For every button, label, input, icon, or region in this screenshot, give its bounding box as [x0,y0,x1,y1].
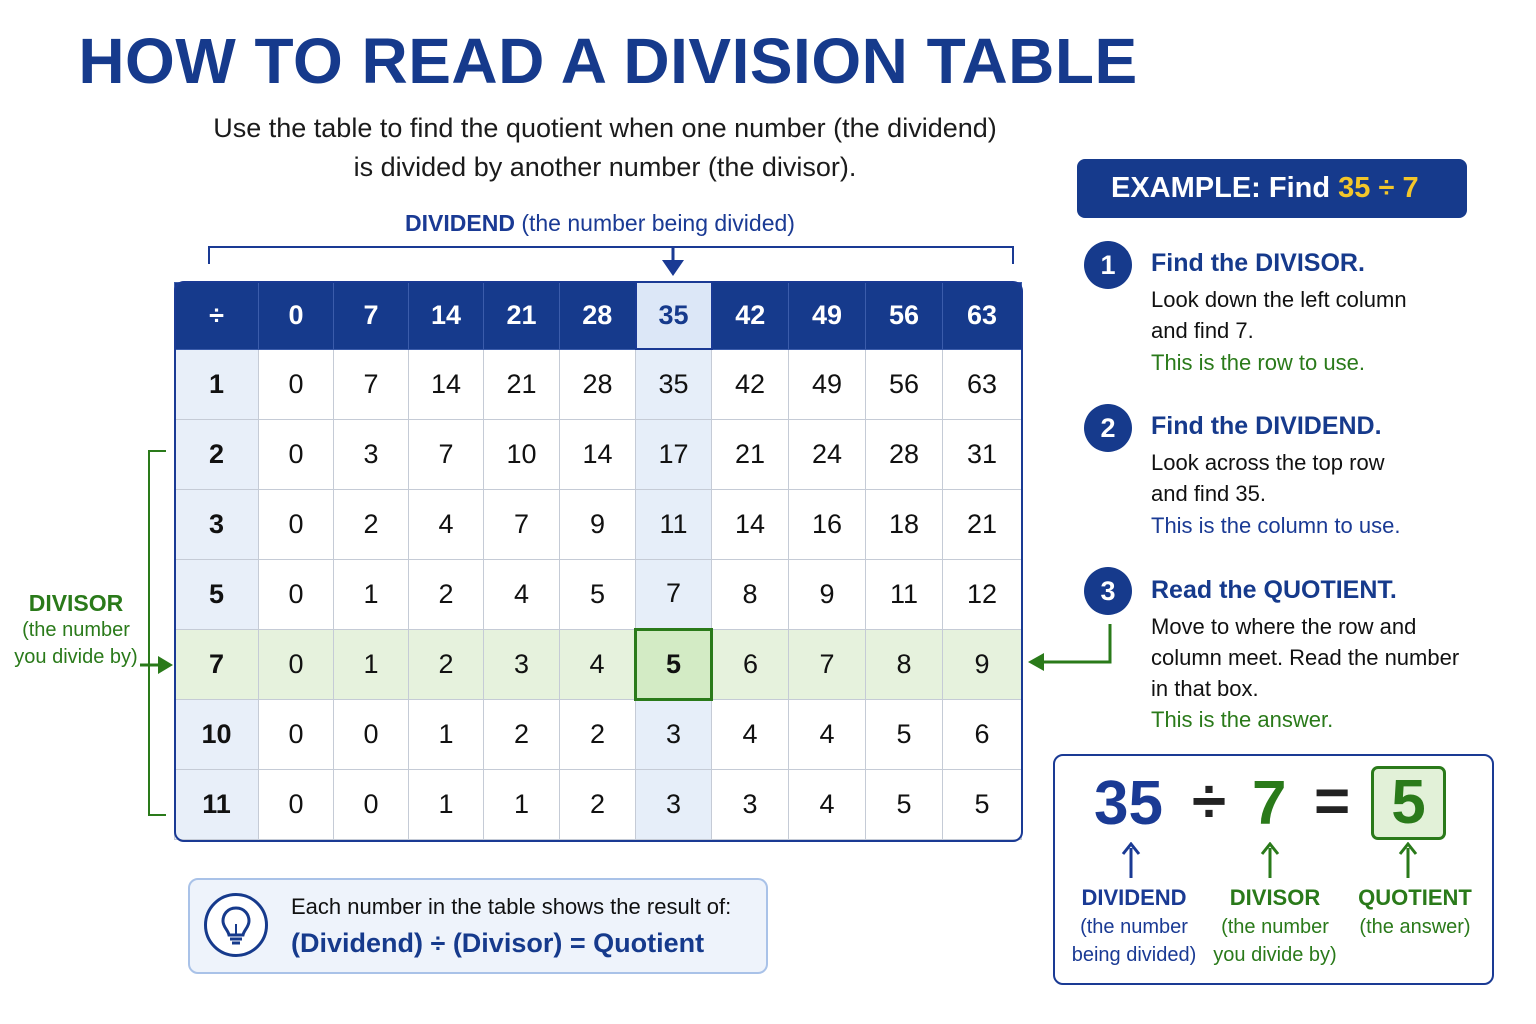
subtitle-line-1: Use the table to find the quotient when one number (the dividend) [213,113,997,143]
divisor-caption-title: DIVISOR [1229,885,1321,910]
step-3-text-line: Move to where the row and [1151,614,1417,639]
dividend-caption-line: being divided) [1071,944,1197,966]
step-2-text-line: and find 35. [1151,481,1266,506]
table-cell: 14 [712,489,789,559]
table-cell: 0 [334,769,409,839]
table-cell: 0 [259,559,334,629]
step3-pointer-arrow-icon [1026,620,1116,680]
table-cell: 21 [943,489,1022,559]
equation-quotient-box: 5 [1371,766,1446,840]
table-cell: 0 [259,489,334,559]
table-cell: 3 [334,419,409,489]
table-row [175,419,1022,489]
row-divisor-cell: 5 [175,559,259,629]
divisor-caption-line: (the number [1221,916,1329,938]
table-cell: 4 [560,629,636,699]
table-cell: 21 [712,419,789,489]
dividend-up-arrow-icon [1121,842,1141,878]
quotient-caption [1348,884,1482,941]
step-2-title: Find the DIVIDEND. [1151,412,1382,440]
table-cell: 1 [409,769,484,839]
table-cell: 0 [259,699,334,769]
step-3-note: This is the answer. [1151,707,1334,732]
table-cell: 3 [636,769,712,839]
header-cell: 56 [866,282,943,349]
step-2-number: 2 [1084,404,1132,452]
row-divisor-cell: 11 [175,769,259,839]
step-1-title: Find the DIVISOR. [1151,249,1365,277]
divisor-label-bold: DIVISOR [28,590,124,616]
header-cell: 0 [259,282,334,349]
table-cell: 4 [409,489,484,559]
table-cell: 8 [712,559,789,629]
example-header-expression: 35 ÷ 7 [1338,172,1419,204]
step-3-text [1151,611,1481,704]
table-cell: 6 [943,699,1022,769]
table-cell: 0 [334,699,409,769]
table-corner-cell: ÷ [175,282,259,349]
step-2-text [1151,447,1481,509]
answer-cell: 5 [636,629,712,699]
table-row [175,349,1022,419]
quotient-caption-line: (the answer) [1359,916,1471,938]
division-table [174,281,1022,840]
table-cell: 0 [259,349,334,419]
table-cell: 5 [560,559,636,629]
divisor-label [6,590,146,671]
table-cell: 0 [259,769,334,839]
step-2-text-line: Look across the top row [1151,450,1385,475]
header-cell: 42 [712,282,789,349]
row-divisor-cell: 3 [175,489,259,559]
table-cell: 49 [789,349,866,419]
header-cell: 63 [943,282,1022,349]
table-cell: 4 [712,699,789,769]
table-cell: 3 [484,629,560,699]
header-cell: 7 [334,282,409,349]
table-cell: 11 [636,489,712,559]
table-cell: 14 [409,349,484,419]
header-cell: 14 [409,282,484,349]
table-row [175,629,1022,699]
table-cell: 12 [943,559,1022,629]
table-cell: 1 [484,769,560,839]
dividend-caption [1062,884,1206,969]
step-2-note: This is the column to use. [1151,513,1401,538]
step-1-note: This is the row to use. [1151,350,1365,375]
table-cell: 6 [712,629,789,699]
header-cell-highlighted: 35 [636,282,712,349]
step-1-text [1151,284,1481,346]
divisor-label-line2: (the number [22,619,130,641]
table-cell: 63 [943,349,1022,419]
table-row [175,489,1022,559]
divisor-caption [1203,884,1347,969]
header-cell: 49 [789,282,866,349]
divisor-label-line3: you divide by) [14,646,138,668]
table-cell: 9 [789,559,866,629]
table-cell: 5 [866,699,943,769]
table-cell: 1 [334,629,409,699]
row-divisor-cell: 10 [175,699,259,769]
table-cell: 24 [789,419,866,489]
table-cell: 2 [409,629,484,699]
table-cell: 21 [484,349,560,419]
table-cell: 8 [866,629,943,699]
example-header-prefix: EXAMPLE: Find [1111,172,1339,204]
dividend-label-bold: DIVIDEND [405,210,515,236]
page-title: HOW TO READ A DIVISION TABLE [78,25,1138,97]
table-cell: 5 [943,769,1022,839]
table-cell: 7 [484,489,560,559]
note-line-1: Each number in the table shows the result of: [291,894,732,919]
divisor-up-arrow-icon [1260,842,1280,878]
table-cell: 28 [560,349,636,419]
step-1-text-line: Look down the left column [1151,287,1407,312]
row-divisor-cell: 7 [175,629,259,699]
dividend-caption-line: (the number [1080,916,1188,938]
equation-divide-sign: ÷ [1192,767,1227,836]
table-cell: 1 [334,559,409,629]
equation-equals-sign: = [1314,767,1351,836]
table-cell: 16 [789,489,866,559]
table-cell: 0 [259,419,334,489]
table-cell: 9 [560,489,636,559]
subtitle-line-2: is divided by another number (the divisor). [353,152,857,182]
table-cell: 4 [484,559,560,629]
note-box [188,878,768,974]
table-cell: 11 [866,559,943,629]
table-cell: 17 [636,419,712,489]
dividend-caption-title: DIVIDEND [1081,885,1187,910]
row-divisor-cell: 1 [175,349,259,419]
table-row [175,559,1022,629]
divisor-arrow-icon [140,654,174,676]
divisor-caption-line: you divide by) [1213,944,1337,966]
table-cell: 2 [560,769,636,839]
table-cell: 7 [636,559,712,629]
header-cell: 21 [484,282,560,349]
table-cell: 2 [560,699,636,769]
header-cell: 28 [560,282,636,349]
equation-divisor: 7 [1252,769,1287,838]
table-cell: 14 [560,419,636,489]
step-1-number: 1 [1084,241,1132,289]
quotient-up-arrow-icon [1398,842,1418,878]
dividend-arrow-icon [660,246,686,278]
step-3-title: Read the QUOTIENT. [1151,576,1397,604]
dividend-label [0,210,1200,237]
table-cell: 10 [484,419,560,489]
table-cell: 28 [866,419,943,489]
equation-dividend: 35 [1094,769,1163,838]
table-cell: 2 [484,699,560,769]
table-cell: 3 [636,699,712,769]
table-cell: 1 [409,699,484,769]
table-cell: 56 [866,349,943,419]
table-cell: 31 [943,419,1022,489]
table-row [175,769,1022,839]
table-cell: 0 [259,629,334,699]
step-3-number: 3 [1084,567,1132,615]
example-header [1077,159,1467,218]
table-cell: 7 [334,349,409,419]
table-cell: 18 [866,489,943,559]
divisor-bracket [148,450,166,816]
table-cell: 42 [712,349,789,419]
quotient-caption-title: QUOTIENT [1358,885,1472,910]
step-3-text-line: in that box. [1151,676,1259,701]
table-cell: 9 [943,629,1022,699]
note-formula: (Dividend) ÷ (Divisor) = Quotient [291,928,705,958]
row-divisor-cell: 2 [175,419,259,489]
table-cell: 3 [712,769,789,839]
step-3-text-line: column meet. Read the number [1151,645,1460,670]
lightbulb-icon [204,893,268,957]
table-cell: 5 [866,769,943,839]
table-cell: 7 [789,629,866,699]
step-1-text-line: and find 7. [1151,318,1254,343]
dividend-label-rest: (the number being divided) [521,210,795,236]
table-cell: 4 [789,699,866,769]
dividend-bracket [208,246,1014,264]
table-cell: 2 [409,559,484,629]
table-cell: 35 [636,349,712,419]
table-row [175,699,1022,769]
table-header-row [175,282,1022,349]
table-cell: 4 [789,769,866,839]
table-cell: 7 [409,419,484,489]
table-cell: 2 [334,489,409,559]
